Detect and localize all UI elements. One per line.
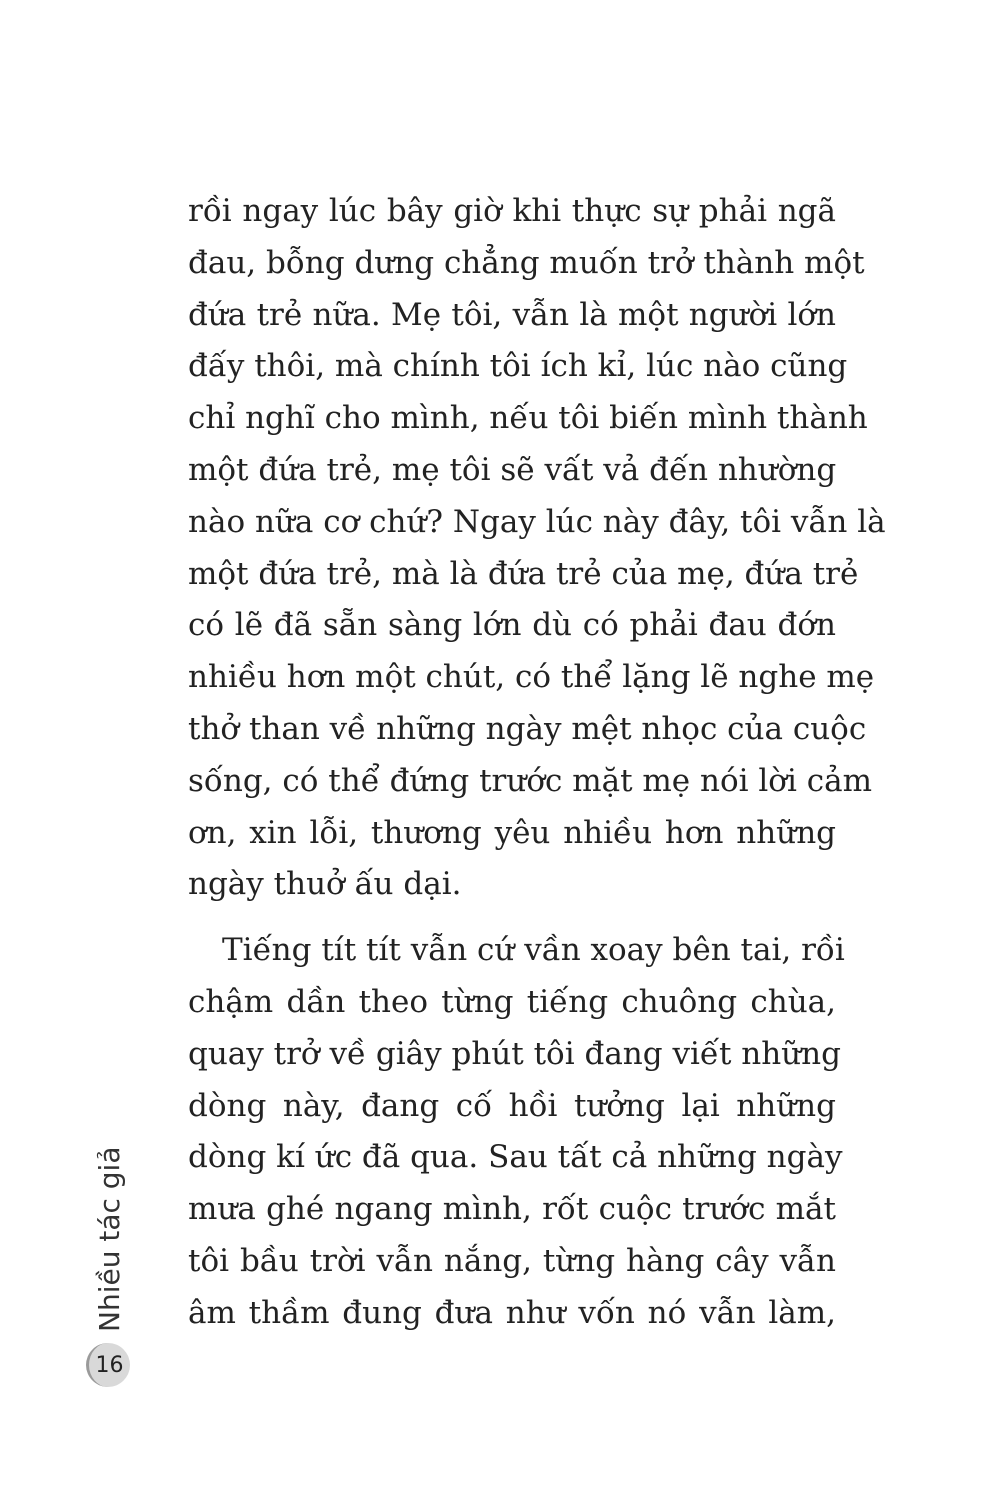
- running-footer-author: [88, 1146, 128, 1332]
- text-line: Tiếng tít tít vẫn cứ vần xoay bên tai, rồi: [222, 932, 845, 969]
- text-line: quay trở về giây phút tôi đang viết những: [188, 1035, 841, 1072]
- text-line: thở than về những ngày mệt nhọc của cuộc: [188, 710, 867, 747]
- text-line: tôi bầu trời vẫn nắng, từng hàng cây vẫn: [188, 1242, 836, 1279]
- text-line: dòng này, đang cố hồi tưởng lại những: [188, 1087, 836, 1124]
- paragraph-1: [188, 186, 886, 911]
- text-line: một đứa trẻ, mẹ tôi sẽ vất vả đến nhường: [188, 451, 837, 488]
- text-line: đứa trẻ nữa. Mẹ tôi, vẫn là một người lớn: [188, 296, 836, 333]
- text-line: có lẽ đã sẵn sàng lớn dù có phải đau đớn: [188, 607, 836, 644]
- text-line: một đứa trẻ, mà là đứa trẻ của mẹ, đứa trẻ: [188, 555, 859, 592]
- text-line: chậm dần theo từng tiếng chuông chùa,: [188, 983, 836, 1020]
- author-label: Nhiều tác giả: [93, 1146, 126, 1332]
- text-line: rồi ngay lúc bây giờ khi thực sự phải ngã: [188, 193, 836, 229]
- text-line: nào nữa cơ chứ? Ngay lúc này đây, tôi vẫn là: [188, 503, 886, 540]
- text-line: chỉ nghĩ cho mình, nếu tôi biến mình thành: [188, 400, 868, 437]
- text-line: đau, bỗng dưng chẳng muốn trở thành một: [188, 244, 865, 281]
- text-line: âm thầm đung đưa như vốn nó vẫn làm,: [188, 1294, 836, 1331]
- paragraph-spacer: [188, 911, 836, 925]
- text-line: dòng kí ức đã qua. Sau tất cả những ngày: [188, 1139, 843, 1176]
- text-line: ơn, xin lỗi, thương yêu nhiều hơn những: [188, 814, 836, 851]
- text-line: mưa ghé ngang mình, rốt cuộc trước mắt: [188, 1191, 836, 1228]
- body-text: [188, 186, 886, 1340]
- page-number: 16: [86, 1343, 130, 1387]
- paragraph-2: [188, 925, 845, 1339]
- text-line: sống, có thể đứng trước mặt mẹ nói lời cảm: [188, 762, 872, 799]
- text-line: nhiều hơn một chút, có thể lặng lẽ nghe mẹ: [188, 659, 875, 696]
- text-line: đấy thôi, mà chính tôi ích kỉ, lúc nào cũng: [188, 348, 848, 385]
- text-line: ngày thuở ấu dại.: [188, 866, 462, 903]
